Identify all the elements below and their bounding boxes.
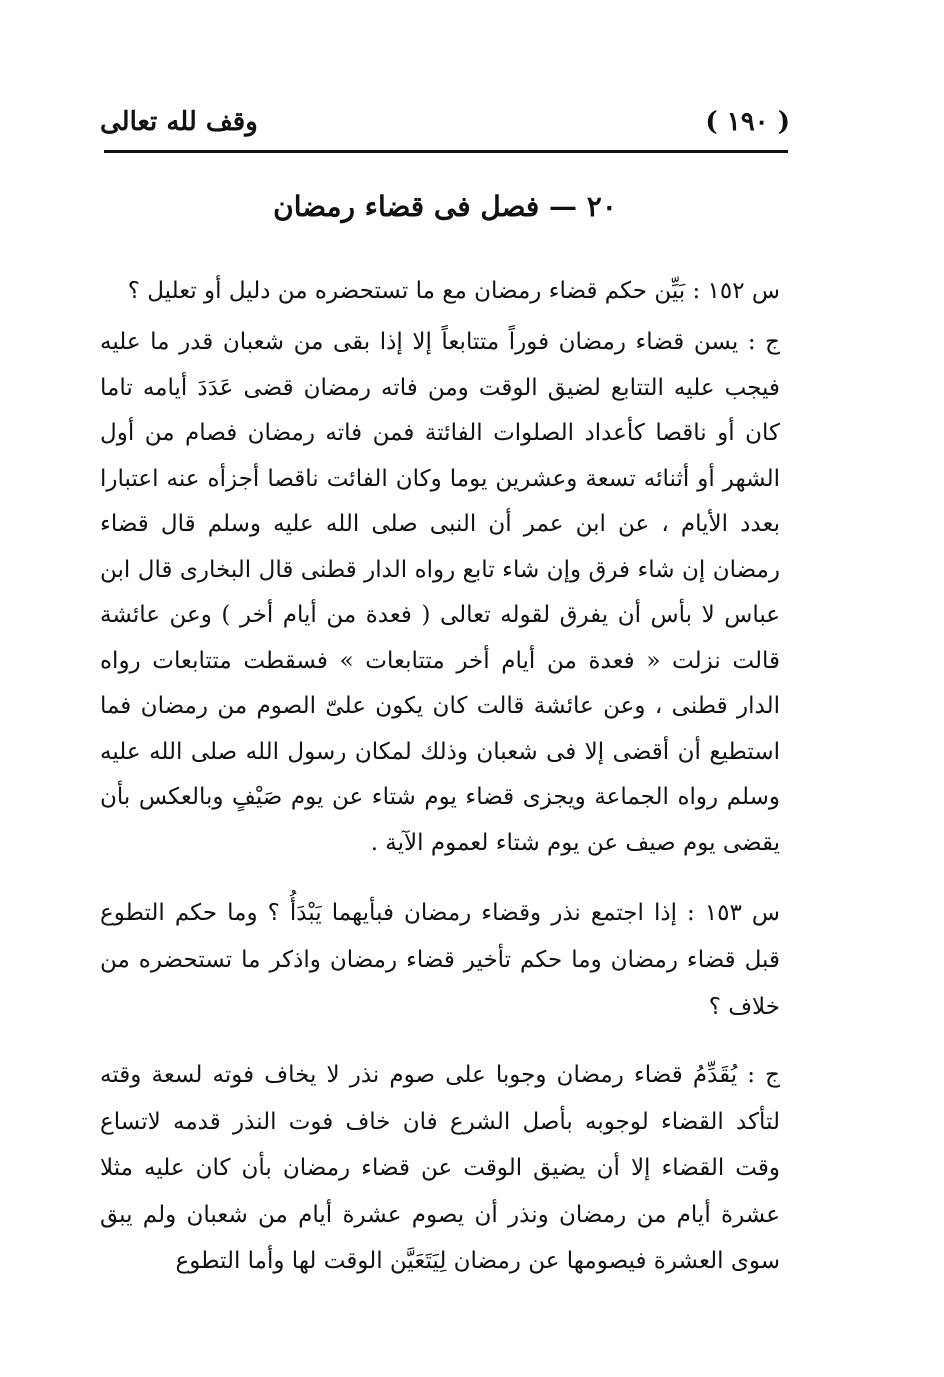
page-number: ( ١٩٠ )	[705, 107, 790, 137]
question-153-text: س ١٥٣ : إذا اجتمع نذر وقضاء رمضان فبأيهما يَبْدَأُ ؟ وما حكم التطوع قبل قضاء رمضان وما حكم تأخير قضاء رمضان واذكر ما تستحضره من خلاف ؟	[100, 900, 781, 1020]
question-152-text: س ١٥٢ : بَيِّن حكم قضاء رمضان مع ما تستحضره من دليل أو تعليل ؟	[127, 278, 780, 304]
answer-153	[100, 1052, 780, 1285]
section-heading: ٢٠ — فصل فى قضاء رمضان	[273, 190, 617, 223]
header-rule	[104, 150, 788, 153]
running-title: وقف لله تعالى	[100, 107, 258, 137]
answer-152-text: ج : يسن قضاء رمضان فوراً متتابعاً إلا إذا بقى من شعبان قدر ما عليه فيجب عليه التتابع لضيق الوقت ومن فاته رمضان قضى عَدَدَ أيامه تاما كان أو ناقصا كأعداد الصلوات الفائتة فمن فاته رمضان فصام من أول الشهر أو أثنائه تسعة وعشرين يوما وكان الفائت ناقصا أجزأه عنه اعتبارا بعدد الأيام ، عن ابن عمر أن النبى صلى الله عليه وسلم قال قضاء رمضان إن شاء فرق وإن شاء تابع رواه الدار قطنى قال البخارى قال ابن عباس لا بأس أن يفرق لقوله تعالى ( فعدة من أيام أخر ) وعن عائشة قالت نزلت « فعدة من أيام أخر متتابعات » فسقطت متتابعات رواه الدار قطنى ، وعن عائشة قالت كان يكون علىّ الصوم من رمضان فما استطيع أن أقضى إلا فى شعبان وذلك لمكان رسول الله صلى الله عليه وسلم رواه الجماعة ويجزى قضاء يوم شتاء عن يوم صَيْفٍ وبالعكس بأن يقضى يوم صيف عن يوم شتاء لعموم الآية .	[100, 329, 780, 856]
question-152	[100, 268, 780, 314]
question-153	[100, 890, 780, 1031]
answer-152	[100, 320, 780, 866]
answer-153-text: ج : يُقَدِّمُ قضاء رمضان وجوبا على صوم نذر لا يخاف فوته لسعة وقته لتأكد القضاء لوجوبه بأصل الشرع فان خاف فوت النذر قدمه لاتساع وقت القضاء إلا أن يضيق الوقت عن قضاء رمضان بأن كان عليه مثلا عشرة أيام من رمضان ونذر أن يصوم عشرة أيام من شعبان ولم يبق سوى العشرة فيصومها عن رمضان لِيَتَعَيَّن الوقت لها وأما التطوع	[100, 1062, 780, 1274]
page-header	[100, 100, 790, 144]
